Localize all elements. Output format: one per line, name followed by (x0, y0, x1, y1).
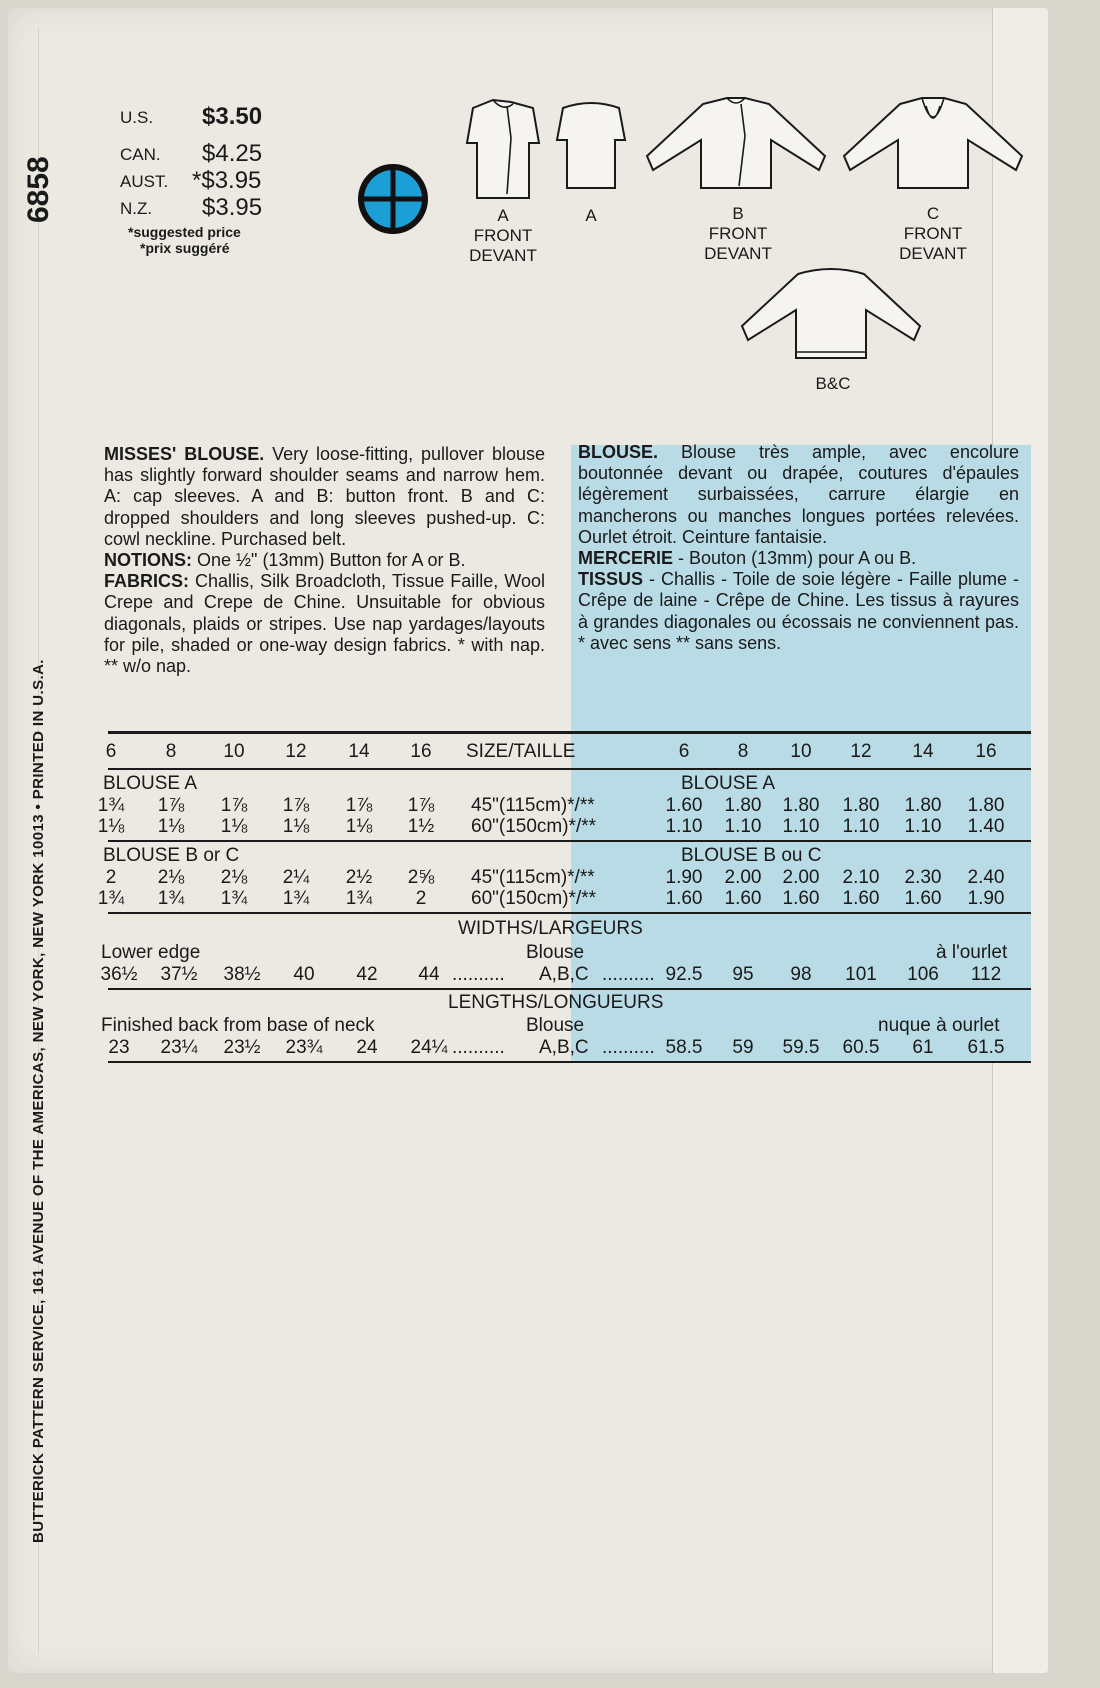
size-header-in: 12 (285, 741, 307, 762)
yardage-value: 1⅞ (407, 795, 435, 816)
width-in-value: 42 (356, 964, 378, 985)
width-cm-value: 106 (907, 964, 939, 985)
yardage-value: 2⅝ (407, 867, 435, 888)
yardage-value: 1¾ (97, 795, 125, 816)
meterage-value: 1.10 (782, 816, 820, 837)
yardage-value: 1⅞ (282, 795, 310, 816)
length-in-value: 23½ (223, 1037, 261, 1058)
widths-label-fr: à l'ourlet (936, 942, 1008, 963)
view-bc-back-sketch-icon (736, 266, 926, 366)
meterage-value: 1.40 (967, 816, 1005, 837)
table-rule (108, 988, 1031, 990)
leader-dots: .......... (452, 964, 505, 985)
length-in-value: 23 (108, 1037, 130, 1058)
meterage-value: 1.60 (665, 795, 703, 816)
yardage-value: 2¼ (282, 867, 310, 888)
length-in-value: 24 (356, 1037, 378, 1058)
table-rule (108, 731, 1031, 734)
lengths-label-fr: nuque à ourlet (878, 1015, 1000, 1036)
price-row-aust: AUST. *$3.95 (120, 167, 262, 194)
meterage-value: 1.80 (904, 795, 942, 816)
blouse-bc-fr: BLOUSE B ou C (681, 845, 822, 866)
french-title: BLOUSE. (578, 442, 659, 462)
meterage-value: 2.30 (904, 867, 942, 888)
length-cm-value: 61.5 (967, 1037, 1005, 1058)
meterage-value: 1.60 (782, 888, 820, 909)
blouse-a-fr: BLOUSE A (681, 773, 775, 794)
width-cm-value: 101 (845, 964, 877, 985)
meterage-value: 2.10 (842, 867, 880, 888)
view-a-back-label: A (585, 206, 597, 225)
english-body: Very loose-fitting, pullover blouse has slightly forward shoulder seams and narrow hem. A: cap sleeves. A and B: button front. B and C: dropped shoulders and long sleeves pushed-up. C: cowl neckline. Purchased belt. (104, 444, 545, 549)
view-bc-back-label: B&C (815, 374, 851, 393)
price-row-can: CAN. $4.25 (120, 140, 263, 167)
view-b-front-label: B FRONT DEVANT (704, 204, 772, 263)
yardage-value: 1½ (407, 816, 435, 837)
table-rule (108, 912, 1031, 914)
yardage-value: 1⅛ (345, 816, 373, 837)
yardage-value: 1⅛ (282, 816, 310, 837)
meterage-value: 2.00 (724, 867, 762, 888)
view-b-front-sketch-icon (641, 96, 831, 196)
price-row-nz: N.Z. $3.95 (120, 194, 263, 221)
yardage-value: 1¾ (282, 888, 310, 909)
publisher-address: BUTTERICK PATTERN SERVICE, 161 AVENUE OF THE AMERICAS, NEW YORK, NEW YORK 10013 • PRINTED IN U.S.A. (30, 659, 47, 1543)
meterage-value: 1.60 (665, 888, 703, 909)
length-in-value: 23¼ (160, 1037, 198, 1058)
leader-dots: .......... (602, 964, 655, 985)
fabric-width: 45"(115cm)*/** (471, 867, 595, 888)
meterage-value: 1.60 (904, 888, 942, 909)
english-title: MISSES' BLOUSE. (104, 444, 265, 464)
french-description: BLOUSE. Blouse très ample, avec encolure boutonnée devant ou drapée, coutures d'épaules légèrement surbaissées, carrure élargie en mancherons ou manches longues portées relevées. Ourlet étroit. Ceinture fantaisie. MERCERIE - Bouton (13mm) pour A ou B. TISSUS - Challis - Toile de soie légère - Faille plume - Crêpe de laine - Crêpe de Chine. Les tissus à rayures à grandes diagonales ou écossais ne conviennent pas. * avec sens ** sans sens. (578, 442, 1019, 653)
french-body: Blouse très ample, avec encolure boutonnée devant ou drapée, coutures d'épaules légèrement surbaissées, carrure élargie en mancherons ou manches longues portées relevées. Ourlet étroit. Ceinture fantaisie. (578, 442, 1019, 547)
price-note-fr: *prix suggéré (140, 240, 230, 256)
size-header-m: 14 (912, 741, 934, 762)
lengths-header: LENGTHS/LONGUEURS (448, 992, 664, 1013)
fabric-width: 45"(115cm)*/** (471, 795, 595, 816)
yardage-value: 2⅛ (157, 867, 185, 888)
price-note-en: *suggested price (128, 224, 241, 240)
size-header-m: 6 (678, 741, 690, 762)
blouse-bc-en: BLOUSE B or C (103, 845, 240, 866)
view-a-front-label: A FRONT DEVANT (469, 206, 537, 265)
width-in-value: 40 (293, 964, 315, 985)
yardage-value: 1¾ (97, 888, 125, 909)
french-notions: - Bouton (13mm) pour A ou B. (678, 548, 917, 569)
meterage-value: 1.80 (724, 795, 762, 816)
size-header-m: 16 (975, 741, 997, 762)
lengths-views: A,B,C (539, 1037, 589, 1058)
width-cm-value: 92.5 (665, 964, 703, 985)
meterage-value: 1.90 (967, 888, 1005, 909)
size-header-m: 12 (850, 741, 872, 762)
yardage-value: 1⅞ (345, 795, 373, 816)
pattern-number: 6858 (22, 156, 55, 223)
english-description: MISSES' BLOUSE. Very loose-fitting, pullover blouse has slightly forward shoulder seams and narrow hem. A: cap sleeves. A and B: button front. B and C: dropped shoulders and long sleeves pushed-up. C: cowl neckline. Purchased belt. NOTIONS: One ½" (13mm) Button for A or B. FABRICS: Challis, Silk Broadcloth, Tissue Faille, Wool Crepe and Crepe de Chine. Unsuitable for obvious diagonals, plaids or stripes. Use nap yardages/layouts for pile, shaded or one-way design fabrics. * with nap. ** w/o nap. (104, 444, 545, 677)
length-cm-value: 61 (912, 1037, 934, 1058)
butterick-logo-icon (357, 163, 429, 235)
yardage-value: 1⅞ (220, 795, 248, 816)
size-header-label: SIZE/TAILLE (466, 741, 576, 762)
yardage-value: 1⅛ (97, 816, 125, 837)
price-row-us: U.S. $3.50 (120, 103, 263, 130)
length-cm-value: 58.5 (665, 1037, 703, 1058)
meterage-value: 1.80 (842, 795, 880, 816)
yardage-value: 1⅞ (157, 795, 185, 816)
meterage-value: 1.10 (724, 816, 762, 837)
size-header-in: 6 (105, 741, 117, 762)
size-header-m: 8 (737, 741, 749, 762)
size-header-in: 16 (410, 741, 432, 762)
width-in-value: 44 (418, 964, 440, 985)
blouse-a-en: BLOUSE A (103, 773, 197, 794)
width-cm-value: 98 (790, 964, 812, 985)
lengths-label-en: Finished back from base of neck (101, 1015, 375, 1036)
yardage-value: 1⅛ (220, 816, 248, 837)
widths-header: WIDTHS/LARGEURS (458, 918, 643, 939)
widths-label-mid: Blouse (526, 942, 585, 963)
yardage-value: 1¾ (157, 888, 185, 909)
meterage-value: 1.80 (967, 795, 1005, 816)
fabric-width: 60"(150cm)*/** (471, 816, 597, 837)
size-header-m: 10 (790, 741, 812, 762)
length-cm-value: 59.5 (782, 1037, 820, 1058)
lengths-label-mid: Blouse (526, 1015, 585, 1036)
length-cm-value: 60.5 (842, 1037, 880, 1058)
yardage-value: 2 (105, 867, 117, 888)
length-cm-value: 59 (732, 1037, 754, 1058)
yardage-value: 1⅛ (157, 816, 185, 837)
price-list (120, 104, 280, 256)
french-fabrics: - Challis - Toile de soie légère - Faille plume - Crêpe de laine - Crêpe de Chine. Les tissus à rayures à grandes diagonales ou écossais ne conviennent pas. * avec sens ** sans sens. (578, 569, 1019, 653)
leader-dots: .......... (452, 1037, 505, 1058)
length-in-value: 23¾ (285, 1037, 323, 1058)
english-fabrics: Challis, Silk Broadcloth, Tissue Faille, Wool Crepe and Crepe de Chine. Unsuitable for obvious diagonals, plaids or stripes. Use nap yardages/layouts for pile, shaded or one-way design fabrics. * with nap. ** w/o nap. (104, 571, 545, 677)
meterage-value: 1.90 (665, 867, 703, 888)
meterage-value: 2.00 (782, 867, 820, 888)
leader-dots: .......... (602, 1037, 655, 1058)
size-header-in: 14 (348, 741, 370, 762)
yardage-value: 2 (415, 888, 427, 909)
view-c-front-label: C FRONT DEVANT (899, 204, 967, 263)
width-cm-value: 112 (970, 964, 1002, 985)
english-notions: One ½" (13mm) Button for A or B. (197, 550, 466, 571)
meterage-value: 1.80 (782, 795, 820, 816)
meterage-value: 1.60 (842, 888, 880, 909)
yardage-value: 1¾ (220, 888, 248, 909)
widths-views: A,B,C (539, 964, 589, 985)
yardage-value: 2⅛ (220, 867, 248, 888)
pattern-envelope-back (8, 8, 1048, 1673)
width-cm-value: 95 (732, 964, 754, 985)
size-header-in: 8 (165, 741, 177, 762)
meterage-value: 1.10 (842, 816, 880, 837)
yardage-value: 2½ (345, 867, 373, 888)
view-a-back-sketch-icon (553, 100, 629, 195)
view-a-front-sketch-icon (463, 98, 543, 203)
table-rule (108, 768, 1031, 770)
meterage-value: 1.10 (665, 816, 703, 837)
table-rule (108, 1061, 1031, 1063)
table-rule (108, 840, 1031, 842)
widths-label-en: Lower edge (101, 942, 201, 963)
yardage-value: 1¾ (345, 888, 373, 909)
width-in-value: 37½ (160, 964, 198, 985)
length-in-value: 24¼ (410, 1037, 448, 1058)
view-c-front-sketch-icon (838, 96, 1028, 196)
meterage-value: 1.60 (724, 888, 762, 909)
size-header-in: 10 (223, 741, 245, 762)
meterage-value: 2.40 (967, 867, 1005, 888)
meterage-value: 1.10 (904, 816, 942, 837)
width-in-value: 38½ (223, 964, 261, 985)
fabric-width: 60"(150cm)*/** (471, 888, 597, 909)
spine-text (22, 143, 60, 1543)
width-in-value: 36½ (100, 964, 138, 985)
